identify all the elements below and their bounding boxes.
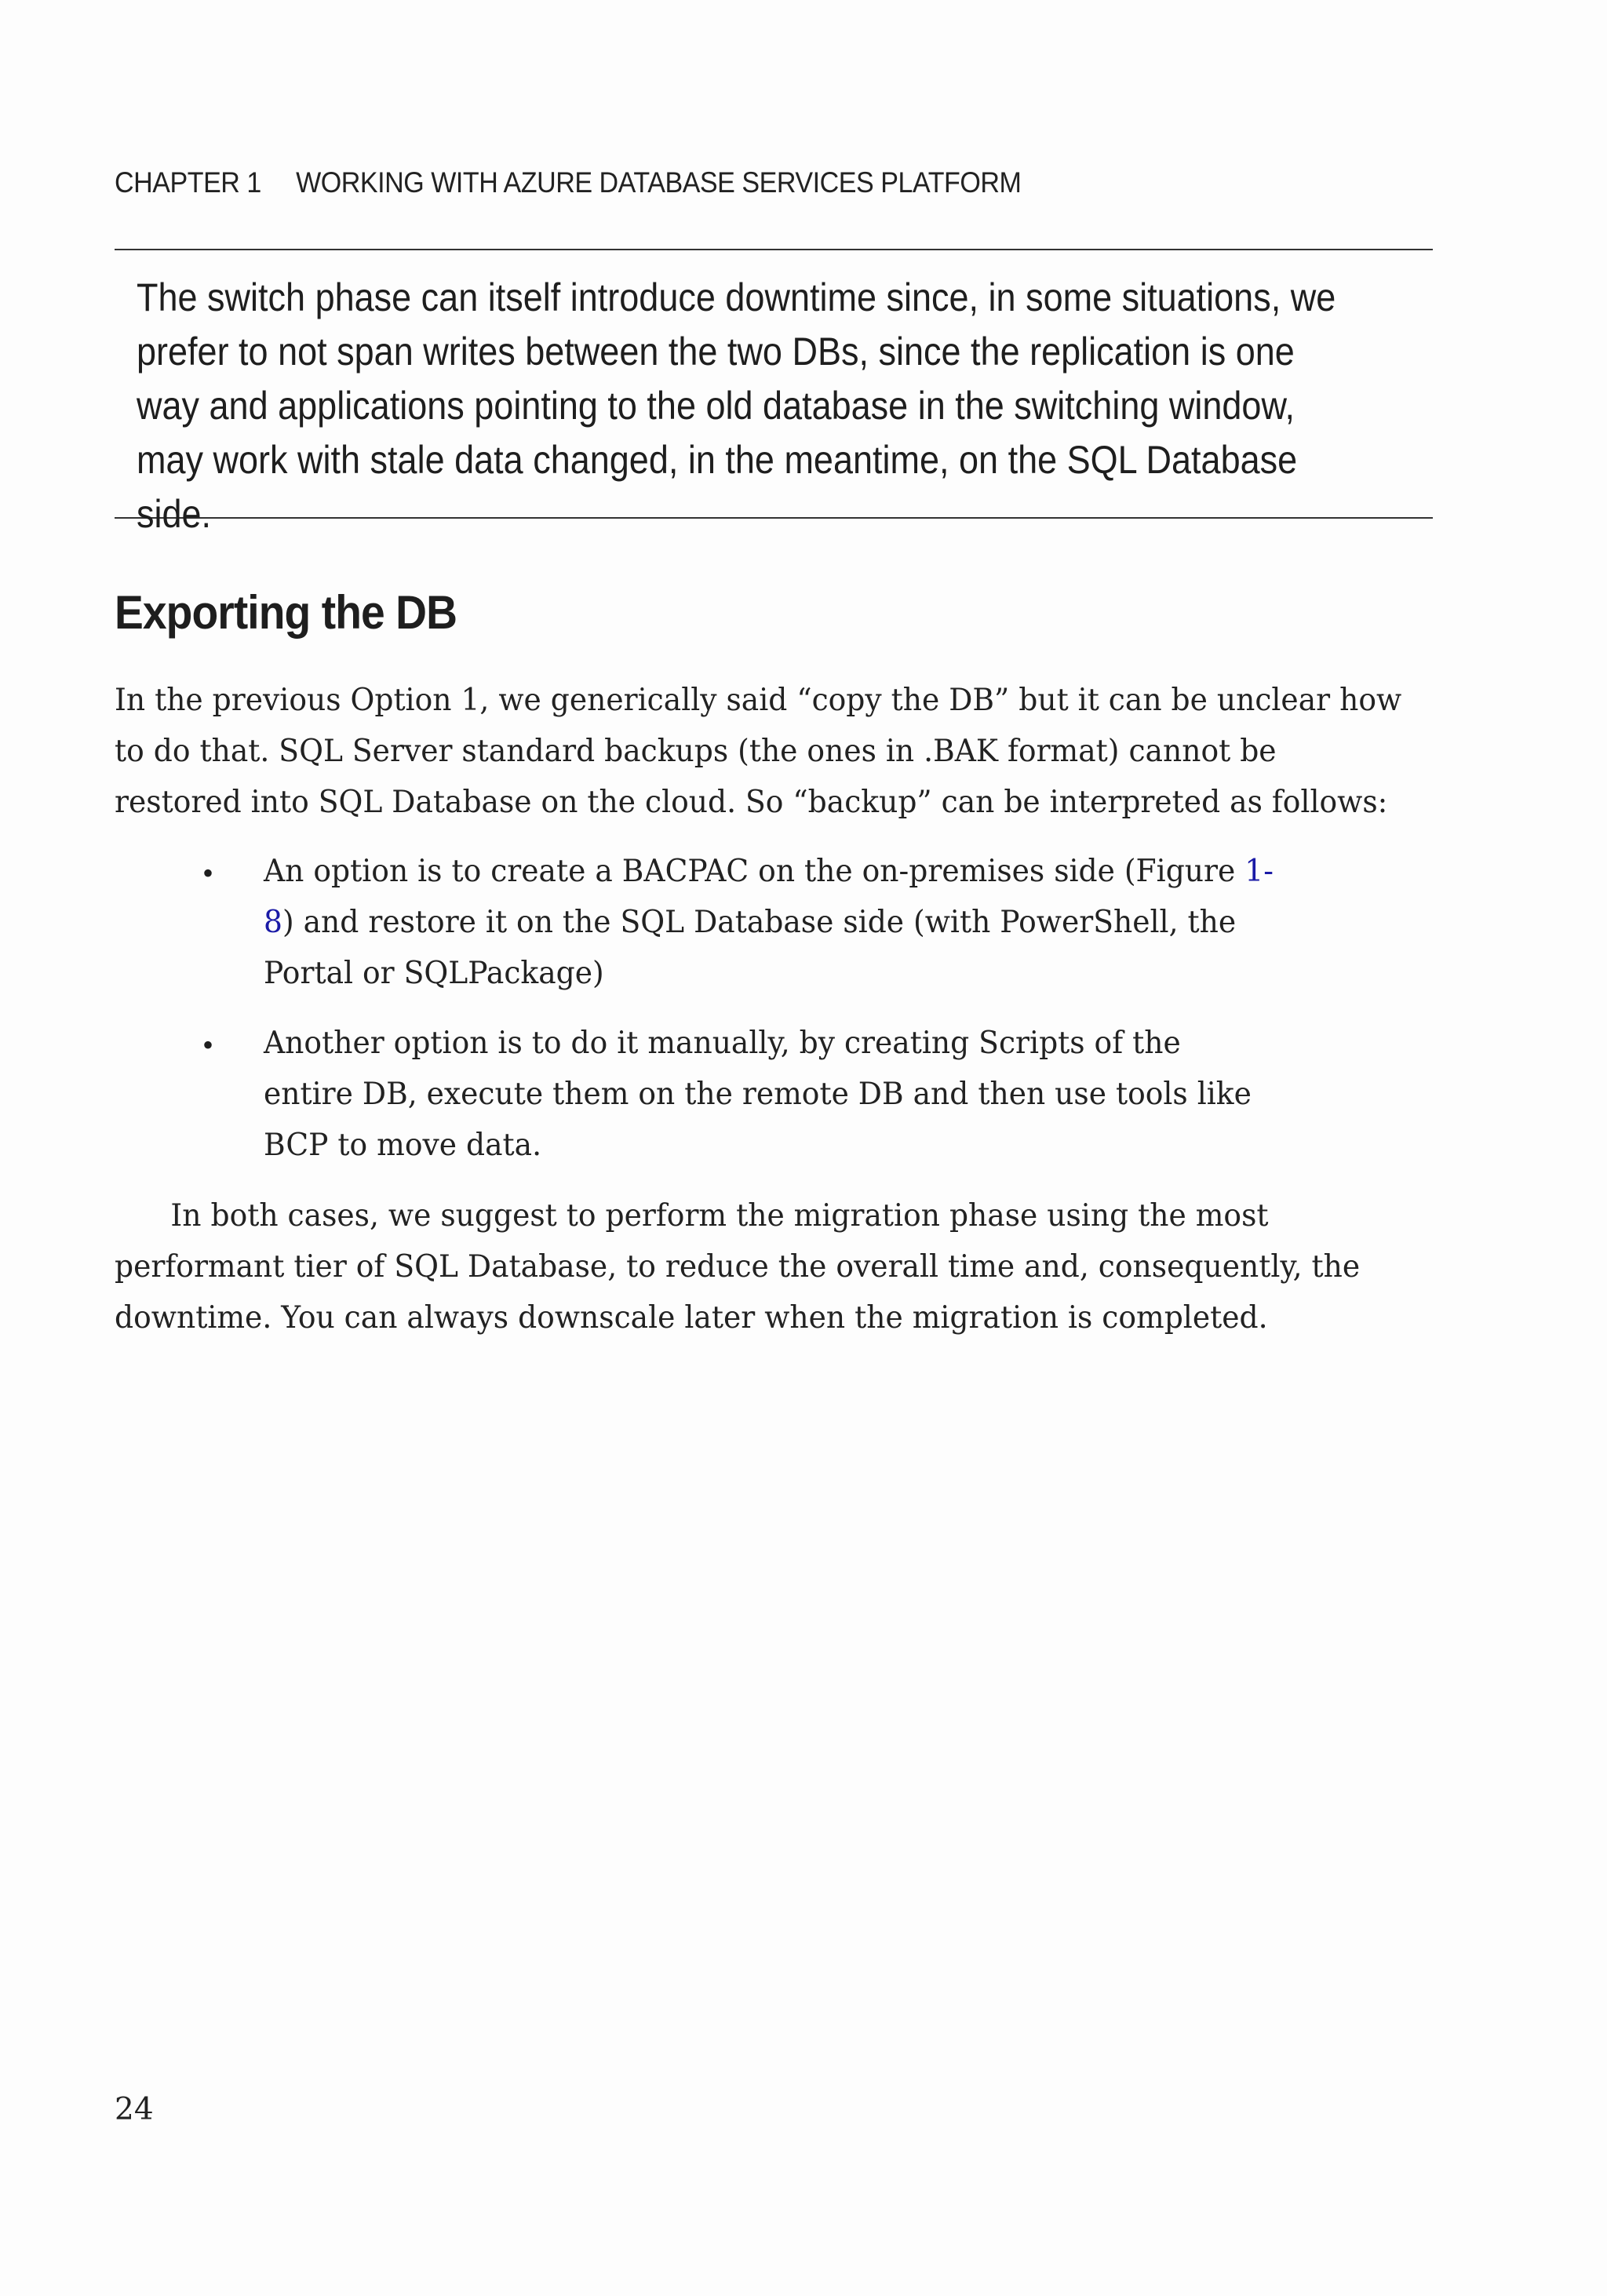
running-head (115, 166, 1021, 199)
section-heading: Exporting the DB (115, 586, 457, 639)
page-number: 24 (115, 2092, 154, 2127)
figure-reference-link[interactable]: 1-8 (264, 854, 1274, 940)
chapter-label: CHAPTER 1 (115, 166, 261, 199)
list-item (204, 1018, 1303, 1171)
intro-paragraph: In the previous Option 1, we generically said “copy the DB” but it can be unclear how to do that. SQL Server standard backups (the ones in .BAK format) cannot be restored into SQL Database on the cloud. So “backup” can be interpreted as follows: (115, 683, 1402, 820)
bullet-text (264, 846, 1278, 999)
bullet-text-after-ref: ) and restore it on the SQL Database side (with PowerShell, the Portal or SQLPackage) (264, 905, 1237, 991)
bullet-list (204, 846, 1303, 1190)
bullet-icon: • (202, 855, 214, 891)
bullet-icon: • (202, 1027, 214, 1062)
bullet-text: Another option is to do it manually, by creating Scripts of the entire DB, execute them on the remote DB and then use tools like BCP to move data. (264, 1026, 1252, 1163)
note-text: The switch phase can itself introduce downtime since, in some situations, we prefer to not span writes between the two DBs, since the replication is one way and applications pointing to the old database in the switching window, may work with stale data changed, in the meantime, on the SQL Database side. (137, 275, 1336, 536)
list-item (204, 846, 1303, 999)
bullet-text-before-ref: An option is to create a BACPAC on the on-premises side (Figure (264, 854, 1245, 889)
closing-paragraph: In both cases, we suggest to perform the migration phase using the most performant tier of SQL Database, to reduce the overall time and, consequently, the downtime. You can always downscale later when the migration is completed. (115, 1198, 1361, 1336)
note-box (115, 249, 1433, 536)
chapter-title: WORKING WITH AZURE DATABASE SERVICES PLATFORM (296, 166, 1022, 199)
